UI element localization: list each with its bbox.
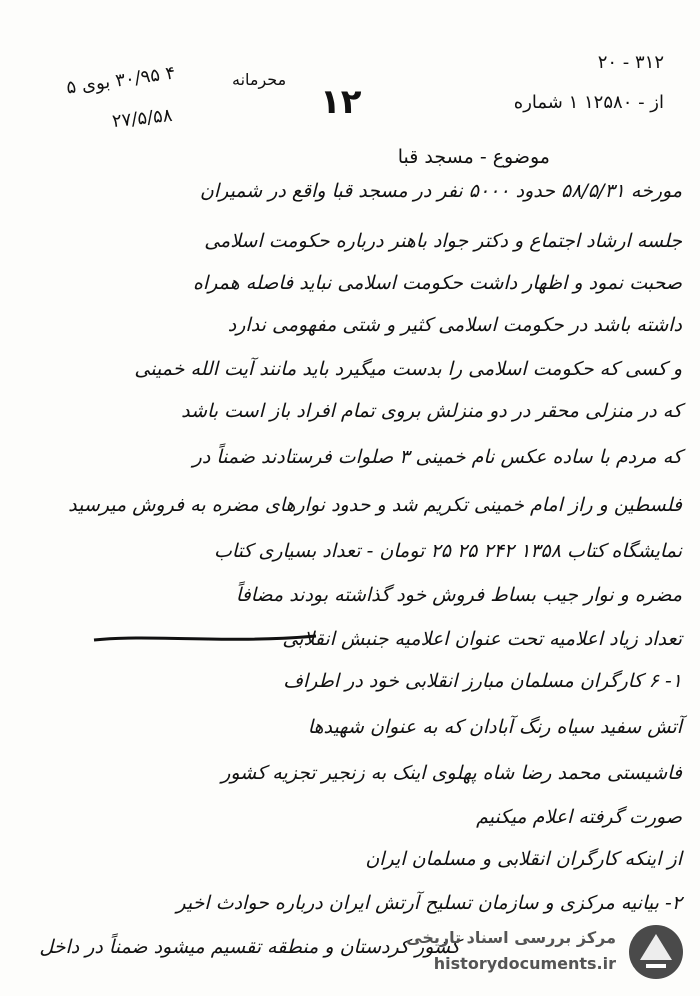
body-line: صحبت نمود و اظهار داشت حکومت اسلامی نباید فاصله همراه (192, 272, 682, 294)
body-line: صورت گرفته اعلام میکنیم (476, 806, 682, 828)
body-line: کشور کردستان و منطقه تقسیم میشود ضمناً در داخل (39, 936, 460, 958)
body-line: داشته باشد در حکومت اسلامی کثیر و شتی مفهومی ندارد (227, 314, 682, 336)
body-line: آتش سفید سیاه رنگ آبادان که به عنوان شهیدها (307, 716, 682, 738)
top-left-date: ۲۷/۵/۵۸ (111, 104, 174, 133)
subject-line: موضوع - مسجد قبا (397, 146, 550, 168)
body-line: که مردم با ساده عکس نام خمینی ۳ صلوات فرستادند ضمناً در (192, 446, 682, 468)
top-right-number: ۳۱۲ - ۲۰ (597, 52, 664, 73)
strikethrough-mark (90, 628, 320, 648)
body-line: ۱- ۶ کارگران مسلمان مبارز انقلابی خود در اطراف (283, 670, 682, 692)
body-line: که در منزلی محقر در دو منزلش بروی تمام افراد باز است باشد (181, 400, 682, 422)
body-line: تعداد زیاد اعلامیه تحت عنوان اعلامیه جنبش انقلابی (282, 628, 682, 650)
body-line: مورخه ۵۸/۵/۳۱ حدود ۵۰۰۰ نفر در مسجد قبا واقع در شمیران (199, 180, 682, 202)
classification-mark: محرمانه (232, 70, 287, 89)
body-line: نمایشگاه کتاب ۱۳۵۸ ۲۴۲ ۲۵ ۲۵ تومان - تعداد بسیاری کتاب (213, 540, 682, 562)
page-number: ۱۲ (320, 82, 362, 122)
body-line: ۲- بیانیه مرکزی و سازمان تسلیح آرتش ایران درباره حوادث اخیر (176, 892, 682, 914)
body-line: جلسه ارشاد اجتماع و دکتر جواد باهنر درباره حکومت اسلامی (204, 230, 682, 252)
archive-watermark (394, 918, 694, 986)
body-line: فاشیستی محمد رضا شاه پهلوی اینک به زنجیر تجزیه کشور (221, 762, 682, 784)
top-right-date: از - ۱۲۵۸۰ ۱ شماره (513, 92, 664, 113)
body-line: از اینکه کارگران انقلابی و مسلمان ایران (365, 848, 682, 870)
archive-logo-icon (626, 922, 686, 982)
watermark-site: historydocuments.ir (433, 954, 616, 973)
body-line: و کسی که حکومت اسلامی را بدست میگیرد باید مانند آیت الله خمینی (134, 358, 682, 380)
body-line: فلسطین و راز امام خمینی تکریم شد و حدود نوارهای مضره به فروش میرسید (68, 494, 682, 516)
top-left-reference: ۴ ۳۰/۹۵ بوی ۵ (65, 62, 177, 99)
body-line: مضره و نوار جیب بساط فروش خود گذاشته بودند مضافاً (235, 584, 682, 606)
watermark-org-name: مرکز بررسی اسناد تاریخی (406, 928, 616, 947)
